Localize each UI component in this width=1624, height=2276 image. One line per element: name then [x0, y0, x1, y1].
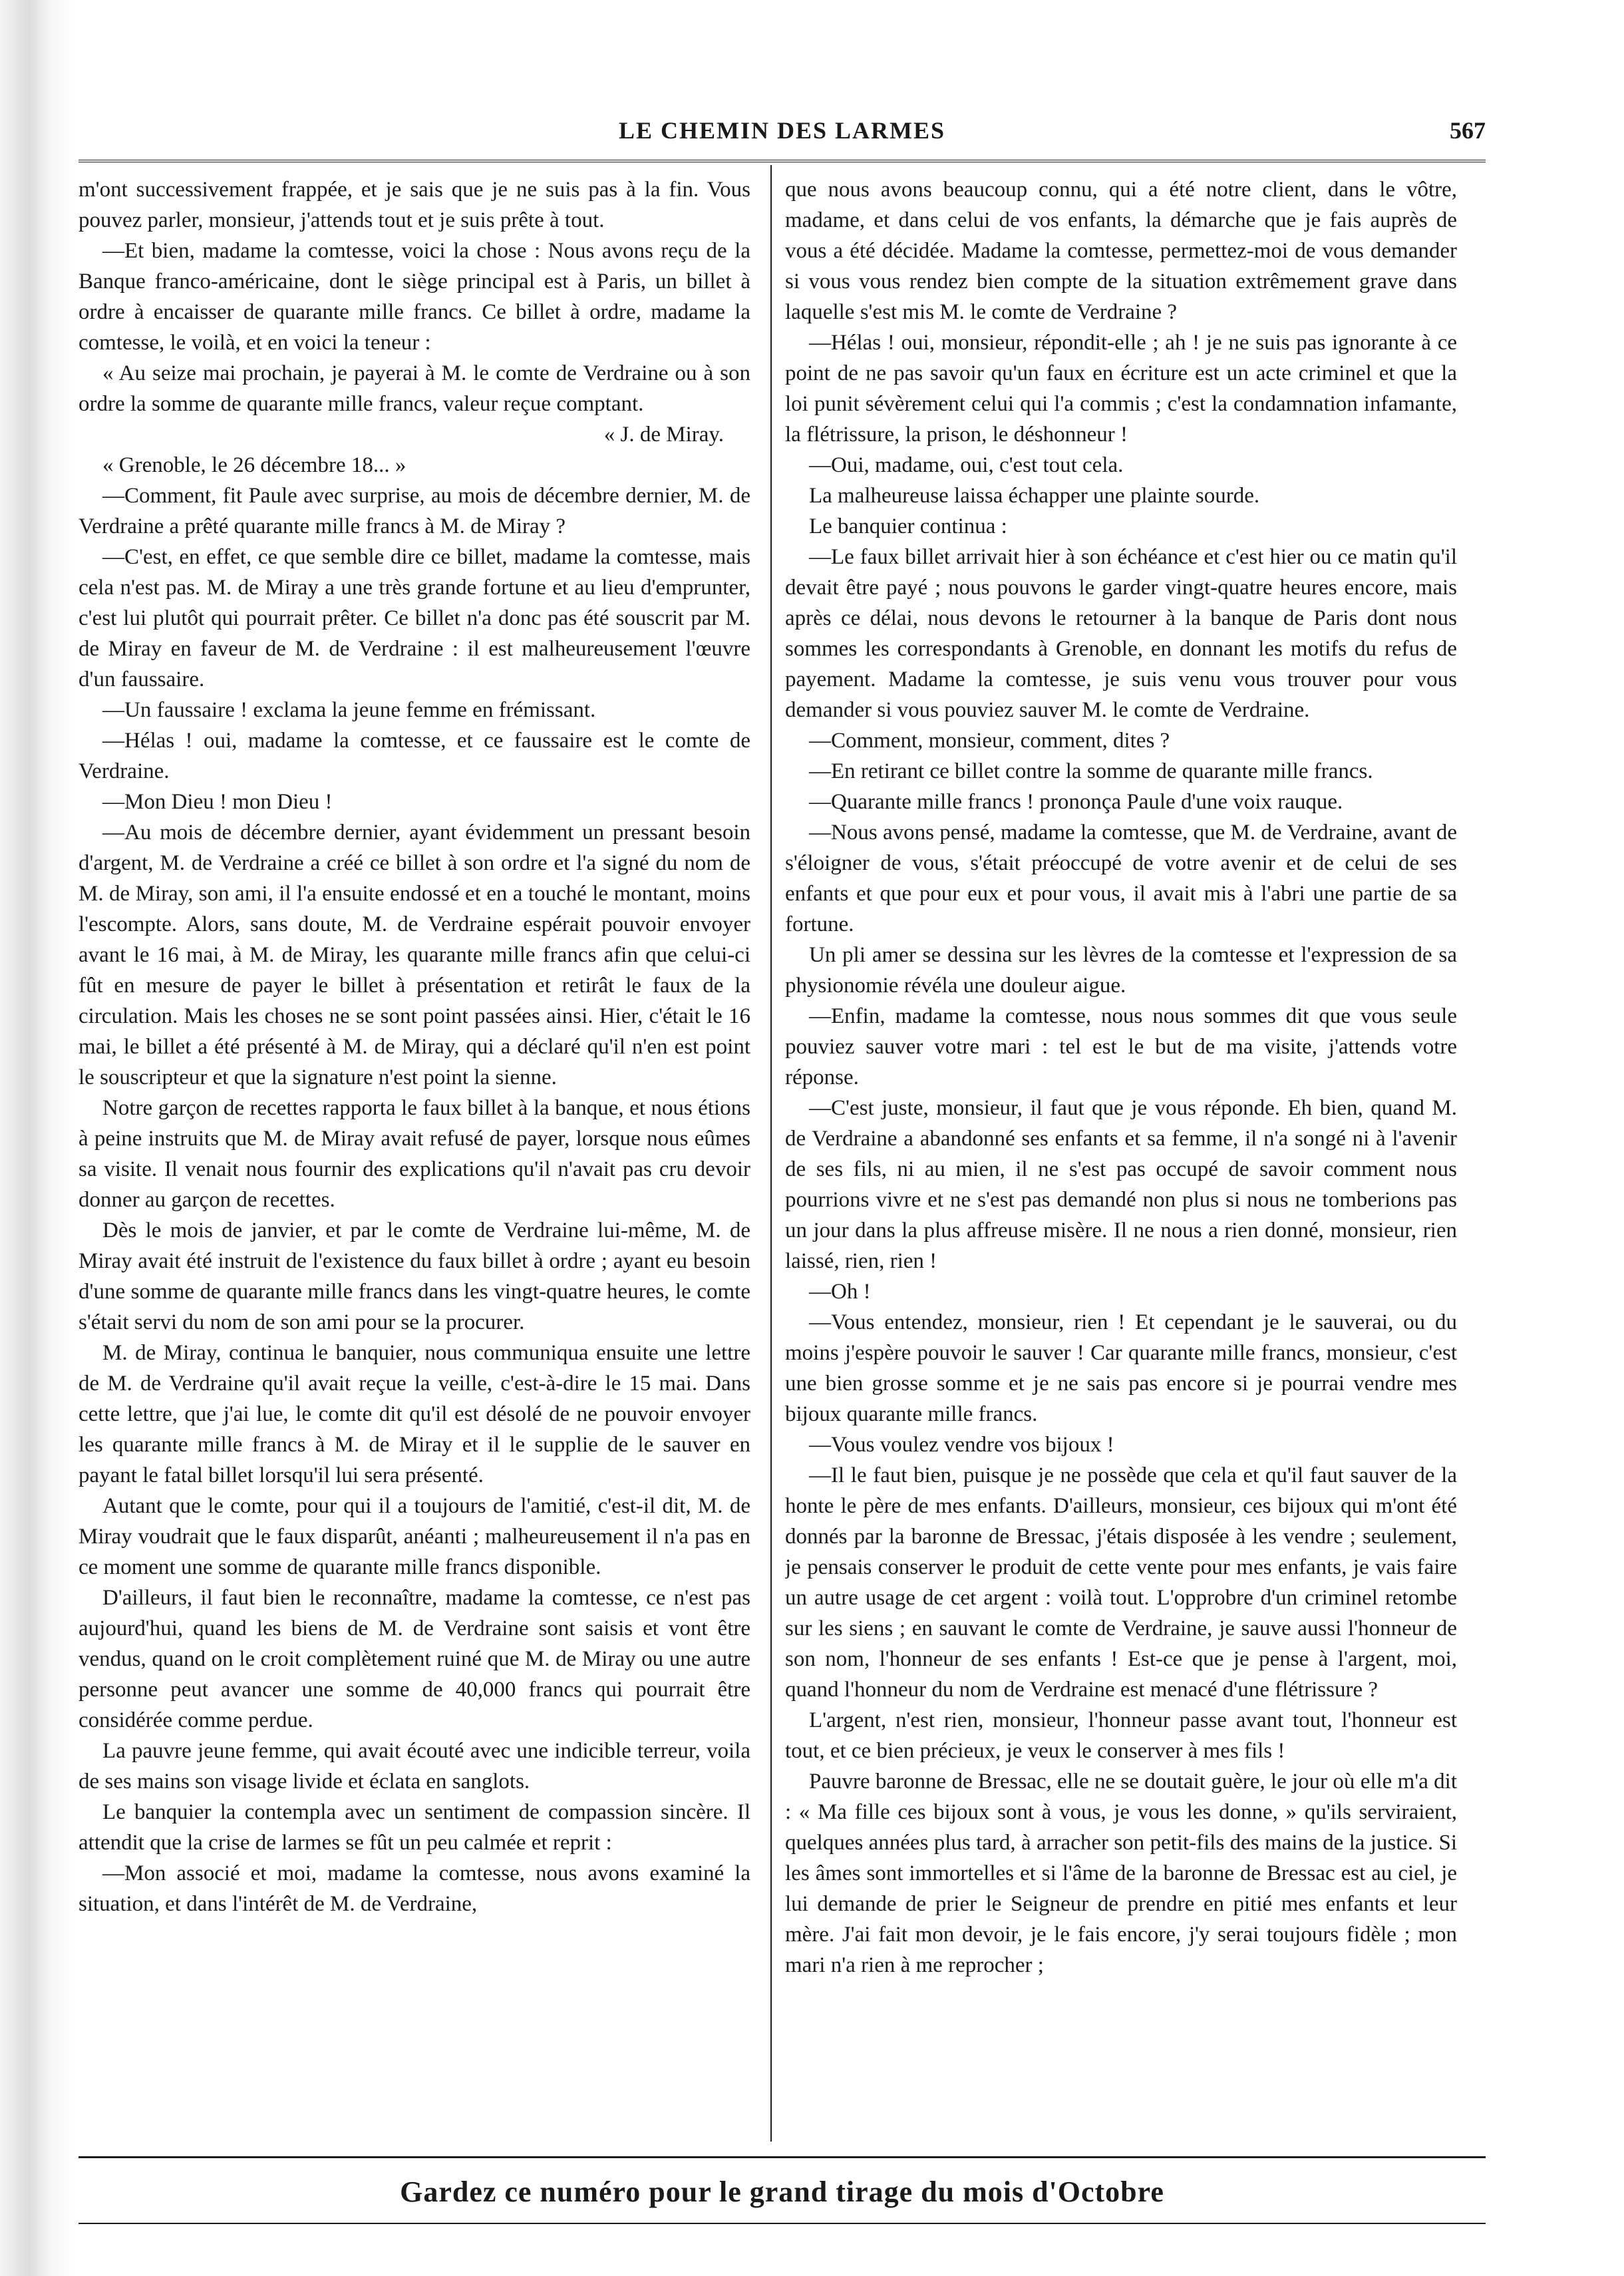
paragraph: La malheureuse laissa échapper une plainte sourde.	[809, 484, 1260, 508]
header-rule	[79, 160, 1486, 162]
paragraph: D'ailleurs, il faut bien le reconnaître, madame la comtesse, ce n'est pas aujourd'hui, quand les biens de M. de Verdraine sont saisis et vont être vendus, quand on le croit complètement ruiné que M. de Miray ou une autre personne peut avancer une somme de 40,000 francs qui pourrait être considérée comme perdue.	[79, 1586, 750, 1732]
signature-line: « J. de Miray.	[603, 423, 724, 447]
date-line: « Grenoble, le 26 décembre 18... »	[102, 453, 406, 477]
column-divider	[770, 165, 772, 2142]
paragraph: —C'est juste, monsieur, il faut que je vous réponde. Eh bien, quand M. de Verdraine a abandonné ses enfants et sa femme, il n'a songé ni à l'avenir de ses fils, ni au mien, il ne s'est pas occupé de savoir comment nous pourrions vivre et ne s'est pas demandé non plus si nous ne tomberions pas un jour dans la plus affreuse misère. Il ne nous a rien donné, monsieur, rien laissé, rien, rien !	[785, 1096, 1457, 1273]
paragraph: —C'est, en effet, ce que semble dire ce billet, madame la comtesse, mais cela n'est pas. M. de Miray a une très grande fortune et au lieu d'emprunter, c'est lui plutôt qui pourrait prêter. Ce billet n'a donc pas été souscrit par M. de Miray en faveur de M. de Verdraine : il est malheureusement l'œuvre d'un faussaire.	[79, 545, 750, 691]
paragraph: —Nous avons pensé, madame la comtesse, que M. de Verdraine, avant de s'éloigner de vous, s'était préoccupé de votre avenir et de celui de ses enfants et que pour eux et pour vous, il avait mis à l'abri une partie de sa fortune.	[785, 821, 1457, 936]
paragraph: Le banquier la contempla avec un sentiment de compassion sincère. Il attendit que la crise de larmes se fût un peu calmée et reprit :	[79, 1800, 750, 1855]
paragraph: —Vous entendez, monsieur, rien ! Et cependant je le sauverai, ou du moins j'espère pouvoir le sauver ! Car quarante mille francs, monsieur, c'est une bien grosse somme et je ne sais pas encore si je pourrai vendre mes bijoux quarante mille francs.	[785, 1310, 1457, 1426]
paragraph: —Vous voulez vendre vos bijoux !	[809, 1433, 1114, 1457]
paragraph: —Oh !	[809, 1280, 871, 1304]
running-title: LE CHEMIN DES LARMES	[618, 117, 946, 144]
page-number: 567	[1450, 117, 1486, 144]
bound-edge-margin	[0, 0, 73, 2276]
quoted-note: « Au seize mai prochain, je payerai à M. le comte de Verdraine ou à son ordre la somme de quarante mille francs, valeur reçue comptant.	[79, 361, 750, 416]
paragraph: —Au mois de décembre dernier, ayant évidemment un pressant besoin d'argent, M. de Verdraine a créé ce billet à son ordre et l'a signé du nom de M. de Miray, son ami, il l'a ensuite endossé et en a touché le montant, moins l'escompte. Alors, sans doute, M. de Verdraine espérait pouvoir envoyer avant le 16 mai, à M. de Miray, les quarante mille francs afin que celui-ci fût en mesure de payer le billet à présentation et retirât le faux de la circulation. Mais les choses ne se sont point passées ainsi. Hier, c'était le 16 mai, le billet a été présenté à M. de Miray, qui a déclaré qu'il n'en est point le souscripteur et que la signature n'est point la sienne.	[79, 821, 750, 1089]
paragraph: —En retirant ce billet contre la somme de quarante mille francs.	[809, 759, 1373, 783]
paragraph: —Enfin, madame la comtesse, nous nous sommes dit que vous seule pouviez sauver votre mari : tel est le but de ma visite, j'attends votre réponse.	[785, 1004, 1457, 1089]
footer-rule	[79, 2156, 1486, 2158]
paragraph: Le banquier continua :	[809, 514, 1007, 538]
paragraph: —Le faux billet arrivait hier à son échéance et c'est hier ou ce matin qu'il devait être payé ; nous pouvons le garder vingt-quatre heures encore, mais après ce délai, nous devons le retourner à la banque de Paris dont nous sommes les correspondants à Grenoble, en donnant les motifs du refus de payement. Madame la comtesse, je suis venu vous trouver pour vous demander si vous pouviez sauver M. le comte de Verdraine.	[785, 545, 1457, 722]
right-column	[785, 174, 1457, 2138]
paragraph: m'ont successivement frappée, et je sais que je ne suis pas à la fin. Vous pouvez parler, monsieur, j'attends tout et je suis prête à tout.	[79, 178, 750, 232]
paragraph: —Oui, madame, oui, c'est tout cela.	[809, 453, 1124, 477]
paragraph: Pauvre baronne de Bressac, elle ne se doutait guère, le jour où elle m'a dit : « Ma fille ces bijoux sont à vous, je vous les donne, » qu'ils serviraient, quelques années plus tard, à arracher son petit-fils des mains de la justice. Si les âmes sont immortelles et si l'âme de la baronne de Bressac est au ciel, je lui demande de prier le Seigneur de prendre en pitié mes enfants et leur mère. J'ai fait mon devoir, je le fais encore, j'y serai toujours fidèle ; mon mari n'a rien à me reprocher ;	[785, 1770, 1457, 1977]
paragraph: Dès le mois de janvier, et par le comte de Verdraine lui-même, M. de Miray avait été instruit de l'existence du faux billet à ordre ; ayant eu besoin d'une somme de quarante mille francs dans les vingt-quatre heures, le comte s'était servi du nom de son ami pour se la procurer.	[79, 1219, 750, 1334]
paragraph: —Hélas ! oui, monsieur, répondit-elle ; ah ! je ne suis pas ignorante à ce point de ne pas savoir qu'un faux en écriture est un acte criminel et que la loi punit sévèrement celui qui l'a commis ; c'est la condamnation infamante, la flétrissure, la prison, le déshonneur !	[785, 331, 1457, 447]
paragraph: que nous avons beaucoup connu, qui a été notre client, dans le vôtre, madame, et dans celui de vos enfants, la démarche que je fais auprès de vous a été décidée. Madame la comtesse, permettez-moi de vous demander si vous vous rendez bien compte de la situation extrêmement grave dans laquelle s'est mis M. le comte de Verdraine ?	[785, 178, 1457, 324]
paragraph: —Mon associé et moi, madame la comtesse, nous avons examiné la situation, et dans l'intérêt de M. de Verdraine,	[79, 1861, 750, 1916]
paragraph: Un pli amer se dessina sur les lèvres de la comtesse et l'expression de sa physionomie révéla une douleur aigue.	[785, 943, 1457, 998]
paragraph: —Comment, fit Paule avec surprise, au mois de décembre dernier, M. de Verdraine a prêté quarante mille francs à M. de Miray ?	[79, 484, 750, 538]
paragraph: —Un faussaire ! exclama la jeune femme en frémissant.	[102, 698, 596, 722]
left-column	[79, 174, 750, 2138]
paragraph: M. de Miray, continua le banquier, nous communiqua ensuite une lettre de M. de Verdraine qu'il avait reçue la veille, c'est-à-dire le 15 mai. Dans cette lettre, que j'ai lue, le comte dit qu'il est désolé de ne pouvoir envoyer les quarante mille francs à M. de Miray et il le supplie de le sauver en payant le fatal billet lorsqu'il lui sera présenté.	[79, 1341, 750, 1487]
paragraph: —Comment, monsieur, comment, dites ?	[809, 729, 1170, 753]
footer-bottom-rule	[79, 2223, 1486, 2224]
paragraph: Notre garçon de recettes rapporta le faux billet à la banque, et nous étions à peine instruits que M. de Miray avait refusé de payer, lorsque nous eûmes sa visite. Il venait nous fournir des explications qu'il n'avait pas cru devoir donner au garçon de recettes.	[79, 1096, 750, 1212]
paragraph: Autant que le comte, pour qui il a toujours de l'amitié, c'est-il dit, M. de Miray voudrait que le faux disparût, anéanti ; malheureusement il n'a pas en ce moment une somme de quarante mille francs disponible.	[79, 1494, 750, 1579]
paragraph: —Il le faut bien, puisque je ne possède que cela et qu'il faut sauver de la honte le père de mes enfants. D'ailleurs, monsieur, ces bijoux qui m'ont été donnés par la baronne de Bressac, j'étais disposée à les vendre ; seulement, je pensais conserver le produit de cette vente pour mes enfants, je vais faire un autre usage de cet argent : voilà tout. L'opprobre d'un criminel retombe sur les siens ; en sauvant le comte de Verdraine, je sauve aussi l'honneur de son nom, l'honneur de ses enfants ! Est-ce que je pense à l'argent, moi, quand l'honneur du nom de Verdraine est menacé d'une flétrissure ?	[785, 1463, 1457, 1702]
paragraph: —Quarante mille francs ! prononça Paule d'une voix rauque.	[809, 790, 1343, 814]
paragraph: L'argent, n'est rien, monsieur, l'honneur passe avant tout, l'honneur est tout, et ce bien précieux, je veux le conserver à mes fils !	[785, 1708, 1457, 1763]
paragraph: La pauvre jeune femme, qui avait écouté avec une indicible terreur, voila de ses mains son visage livide et éclata en sanglots.	[79, 1739, 750, 1794]
paragraph: —Hélas ! oui, madame la comtesse, et ce faussaire est le comte de Verdraine.	[79, 729, 750, 783]
paragraph: —Et bien, madame la comtesse, voici la chose : Nous avons reçu de la Banque franco-américaine, dont le siège principal est à Paris, un billet à ordre à encaisser de quarante mille francs. Ce billet à ordre, madame la comtesse, le voilà, et en voici la teneur :	[79, 239, 750, 355]
paragraph: —Mon Dieu ! mon Dieu !	[102, 790, 333, 814]
page-header	[79, 116, 1486, 156]
footer-notice: Gardez ce numéro pour le grand tirage du mois d'Octobre	[400, 2176, 1164, 2208]
newspaper-page	[79, 0, 1486, 2276]
